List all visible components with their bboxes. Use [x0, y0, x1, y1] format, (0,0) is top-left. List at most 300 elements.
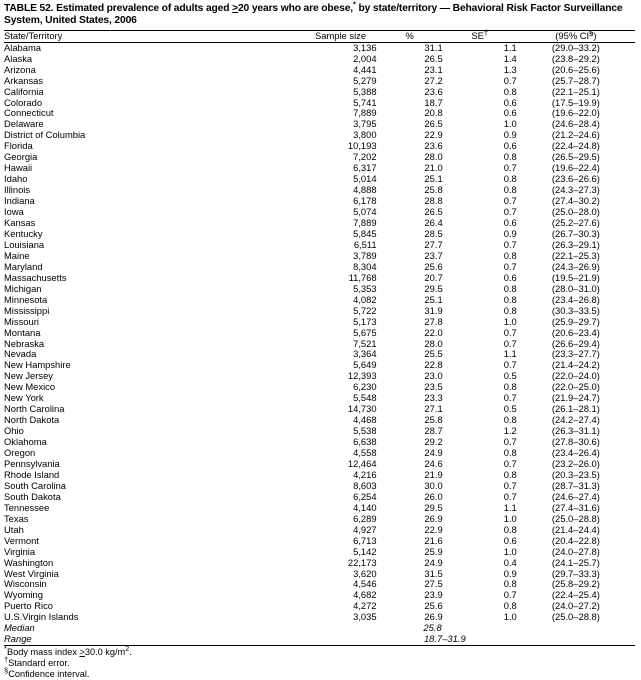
row-percent: 25.8: [424, 414, 443, 426]
table-row: [4, 569, 635, 580]
row-ci: (22.4–24.8): [551, 140, 600, 152]
table-row: [4, 98, 635, 109]
row-se: 0.6: [503, 140, 517, 152]
row-se: 0.8: [503, 173, 517, 185]
row-ci: (20.4–22.8): [551, 534, 600, 546]
row-sample-size: 7,202: [353, 151, 377, 163]
range-value-cell: [377, 633, 466, 645]
row-ci: (25.0–28.0): [551, 206, 600, 218]
row-sample-size: 5,173: [353, 315, 377, 327]
row-ci: (19.5–21.9): [551, 271, 600, 283]
row-percent: 21.6: [424, 534, 443, 546]
row-percent: 25.5: [424, 348, 443, 360]
row-state-name: Connecticut: [4, 107, 54, 119]
row-ci: (24.3–26.9): [551, 260, 600, 272]
footnotes: [4, 646, 635, 680]
row-percent: 26.4: [424, 217, 443, 229]
row-se: 1.0: [503, 118, 517, 130]
row-state-name: Oklahoma: [4, 436, 47, 448]
row-ci: (27.4–31.6): [551, 501, 600, 513]
row-sample-size: 5,845: [353, 227, 377, 239]
row-state-name: Arizona: [4, 63, 36, 75]
table-row: [4, 54, 635, 65]
footnote-marker-dagger: †: [483, 27, 489, 37]
table-row: [4, 240, 635, 251]
table-row: [4, 590, 635, 601]
table-title-middle: 20 years who are obese,: [237, 3, 353, 14]
table-row: [4, 43, 635, 54]
table-row: [4, 87, 635, 98]
row-sample-size: 5,722: [353, 304, 377, 316]
median-value: 25.8: [423, 622, 442, 634]
row-ci: (27.4–30.2): [551, 195, 600, 207]
table-row: [4, 174, 635, 185]
row-sample-size: 3,795: [353, 118, 377, 130]
row-se: 0.6: [503, 271, 517, 283]
row-state-name: Wisconsin: [4, 578, 47, 590]
table-row: [4, 306, 635, 317]
row-sample-size: 6,178: [353, 195, 377, 207]
row-se: 0.6: [503, 217, 517, 229]
prevalence-table-body: [4, 43, 635, 645]
row-percent: 23.3: [424, 392, 443, 404]
row-percent: 28.7: [424, 425, 443, 437]
row-se: 0.9: [503, 567, 517, 579]
table-row: [4, 492, 635, 503]
table-row: [4, 65, 635, 76]
row-ci: (26.5–29.5): [551, 151, 600, 163]
table-row: [4, 295, 635, 306]
row-se: 0.7: [503, 589, 517, 601]
column-header-ci-label: (95% CI: [555, 29, 590, 41]
column-header-state: State/Territory: [4, 29, 63, 41]
table-row: [4, 547, 635, 558]
row-state-name: North Carolina: [4, 403, 65, 415]
footnote-section: [4, 666, 635, 680]
footnote-asterisk-text-before: Body mass index: [6, 647, 80, 658]
table-row: [4, 415, 635, 426]
row-sample-size: 4,272: [353, 600, 377, 612]
row-ci: (17.5–19.9): [551, 96, 600, 108]
row-sample-size: 3,789: [353, 249, 377, 261]
row-state-name: Ohio: [4, 425, 24, 437]
row-se: 0.8: [503, 414, 517, 426]
table-row: [4, 579, 635, 590]
row-se: 1.2: [503, 425, 517, 437]
row-ci: (23.2–26.0): [551, 457, 600, 469]
row-state-name: Iowa: [4, 206, 24, 218]
row-ci: (22.1–25.1): [551, 85, 600, 97]
range-label: Range: [4, 633, 32, 645]
row-percent: 23.5: [424, 381, 443, 393]
row-ci: (30.3–33.5): [551, 304, 600, 316]
table-row: [4, 481, 635, 492]
row-state-name: District of Columbia: [4, 129, 86, 141]
footnote-dagger-marker: †: [4, 655, 9, 665]
row-percent: 29.2: [424, 436, 443, 448]
row-percent: 27.5: [424, 578, 443, 590]
row-sample-size: 5,388: [353, 85, 377, 97]
row-ci: (26.1–28.1): [551, 403, 600, 415]
row-sample-size: 8,304: [353, 260, 377, 272]
row-percent: 25.8: [424, 184, 443, 196]
row-percent: 23.1: [424, 63, 443, 75]
column-header-ci-close: ): [593, 29, 597, 41]
row-sample-size: 12,393: [347, 370, 377, 382]
row-se: 0.8: [503, 151, 517, 163]
table-row: [4, 251, 635, 262]
row-sample-size: 5,649: [353, 359, 377, 371]
row-se: 0.8: [503, 249, 517, 261]
footnote-section-text: Confidence interval.: [8, 669, 90, 680]
row-state-name: Puerto Rico: [4, 600, 53, 612]
row-ci: (28.0–31.0): [551, 282, 600, 294]
table-title-suffix: by state/territory — Behavioral Risk Factor Surveillance System, United States, 2006: [4, 3, 623, 27]
row-state-name: Indiana: [4, 195, 35, 207]
row-ci: (23.6–26.6): [551, 173, 600, 185]
row-sample-size: 11,768: [348, 271, 377, 283]
row-se: 0.9: [503, 227, 517, 239]
row-percent: 29.5: [424, 282, 443, 294]
row-percent: 23.0: [424, 370, 443, 382]
row-percent: 28.5: [424, 227, 443, 239]
footnote-asterisk-text-after: 30.0 kg/m: [84, 647, 126, 658]
row-ci: (25.9–29.7): [551, 315, 600, 327]
table-row: [4, 328, 635, 339]
table-row: [4, 185, 635, 196]
table-row: [4, 360, 635, 371]
table-row: [4, 119, 635, 130]
row-sample-size: 5,548: [353, 392, 377, 404]
row-percent: 26.5: [424, 118, 443, 130]
row-se: 0.9: [503, 129, 517, 141]
row-sample-size: 6,317: [353, 162, 377, 174]
row-percent: 22.0: [424, 326, 443, 338]
row-sample-size: 2,004: [353, 52, 377, 64]
table-row: [4, 601, 635, 612]
row-se: 0.8: [503, 600, 517, 612]
table-row: [4, 130, 635, 141]
median-row: [4, 623, 635, 634]
row-ci: (20.6–25.6): [551, 63, 600, 75]
row-sample-size: 4,140: [353, 501, 377, 513]
row-ci: (29.7–33.3): [551, 567, 600, 579]
row-sample-size: 6,511: [353, 238, 377, 250]
table-row: [4, 371, 635, 382]
row-ci: (24.6–27.4): [551, 490, 600, 502]
column-header-sample-size: Sample size: [314, 29, 367, 41]
row-se: 0.8: [503, 447, 517, 459]
row-ci: (21.4–24.2): [551, 359, 600, 371]
row-ci: (28.7–31.3): [551, 479, 600, 491]
row-sample-size: 6,230: [353, 381, 377, 393]
row-state-name: North Dakota: [4, 414, 60, 426]
row-sample-size: 22,173: [347, 556, 377, 568]
row-percent: 27.8: [424, 315, 443, 327]
row-sample-size: 3,035: [353, 611, 377, 623]
row-state-name: Arkansas: [4, 74, 44, 86]
table-row: [4, 108, 635, 119]
row-state-name: Illinois: [4, 184, 31, 196]
row-sample-size: 5,741: [353, 96, 377, 108]
row-sample-size: 3,136: [353, 41, 377, 53]
row-sample-size: 10,193: [347, 140, 377, 152]
table-row: [4, 448, 635, 459]
row-percent: 30.0: [424, 479, 443, 491]
header-row: [4, 31, 635, 42]
table-row: [4, 152, 635, 163]
row-percent: 28.0: [424, 151, 443, 163]
row-ci: (21.9–24.7): [551, 392, 600, 404]
table-row: [4, 284, 635, 295]
table-row: [4, 437, 635, 448]
row-sample-size: 3,364: [353, 348, 377, 360]
row-percent: 29.5: [424, 501, 443, 513]
range-row: [4, 634, 635, 645]
row-ci: (23.3–27.7): [551, 348, 600, 360]
table-row: [4, 426, 635, 437]
row-state-name: Tennessee: [4, 501, 50, 513]
row-ci: (22.4–25.4): [551, 589, 600, 601]
row-se: 1.0: [503, 512, 517, 524]
row-percent: 25.6: [424, 600, 443, 612]
row-sample-size: 4,082: [353, 293, 377, 305]
row-se: 0.4: [503, 556, 517, 568]
table-row: [4, 558, 635, 569]
row-se: 1.0: [503, 315, 517, 327]
row-percent: 20.8: [424, 107, 443, 119]
row-state-name: Delaware: [4, 118, 44, 130]
row-percent: 28.8: [424, 195, 443, 207]
table-row: [4, 404, 635, 415]
row-ci: (25.7–28.7): [551, 74, 600, 86]
row-ci: (24.0–27.8): [551, 545, 600, 557]
table-row: [4, 76, 635, 87]
row-se: 0.8: [503, 282, 517, 294]
row-sample-size: 3,620: [353, 567, 377, 579]
row-sample-size: 6,289: [353, 512, 377, 524]
table-body: [4, 43, 635, 645]
row-ci: (22.1–25.3): [551, 249, 600, 261]
row-percent: 21.0: [424, 162, 443, 174]
row-state-name: Colorado: [4, 96, 43, 108]
row-sample-size: 5,353: [353, 282, 377, 294]
table-row: [4, 196, 635, 207]
table-row: [4, 470, 635, 481]
range-value: 18.7–31.9: [423, 633, 466, 645]
row-ci: (20.3–23.5): [551, 468, 600, 480]
row-sample-size: 4,682: [353, 589, 377, 601]
row-se: 0.8: [503, 293, 517, 305]
table-title-prefix: TABLE 52. Estimated prevalence of adults aged: [4, 3, 233, 14]
row-percent: 31.9: [424, 304, 443, 316]
row-ci: (21.2–24.6): [551, 129, 600, 141]
row-ci: (20.6–23.4): [551, 326, 600, 338]
row-sample-size: 5,538: [353, 425, 377, 437]
greater-equal-icon-footnote: >: [79, 647, 85, 658]
row-se: 1.3: [503, 63, 517, 75]
row-sample-size: 5,074: [353, 206, 377, 218]
row-percent: 25.1: [424, 293, 443, 305]
row-se: 1.1: [503, 41, 517, 53]
footnote-asterisk-tail: .: [129, 647, 132, 658]
row-percent: 23.9: [424, 589, 443, 601]
row-ci: (27.8–30.6): [551, 436, 600, 448]
row-ci: (26.7–30.3): [551, 227, 600, 239]
row-percent: 23.6: [424, 140, 443, 152]
row-ci: (21.4–24.4): [551, 523, 600, 535]
row-se: 1.1: [503, 501, 517, 513]
row-percent: 24.9: [424, 447, 443, 459]
row-se: 0.5: [503, 370, 517, 382]
row-ci: (22.0–24.0): [551, 370, 600, 382]
row-state-name: Georgia: [4, 151, 38, 163]
footnote-dagger-text: Standard error.: [8, 658, 70, 669]
row-ci: (26.3–29.1): [551, 238, 600, 250]
row-state-name: Maryland: [4, 260, 43, 272]
row-ci: (23.4–26.8): [551, 293, 600, 305]
row-state-name: West Virginia: [4, 567, 59, 579]
row-ci: (19.6–22.0): [551, 107, 600, 119]
row-state-name: Alabama: [4, 41, 42, 53]
table-row: [4, 382, 635, 393]
row-percent: 27.2: [424, 74, 443, 86]
column-header-percent: %: [405, 29, 414, 41]
row-sample-size: 6,638: [353, 436, 377, 448]
median-sample-size: [304, 623, 376, 634]
row-se: 0.8: [503, 85, 517, 97]
row-se: 0.7: [503, 457, 517, 469]
table-row: [4, 317, 635, 328]
prevalence-table: [4, 27, 635, 42]
row-se: 0.6: [503, 96, 517, 108]
row-state-name: South Dakota: [4, 490, 61, 502]
row-se: 0.8: [503, 184, 517, 196]
row-percent: 28.0: [424, 337, 443, 349]
row-sample-size: 12,464: [347, 457, 377, 469]
row-sample-size: 4,546: [353, 578, 377, 590]
row-state-name: Michigan: [4, 282, 42, 294]
range-ci: [517, 634, 635, 645]
row-ci: (22.0–25.0): [551, 381, 600, 393]
row-se: 0.6: [503, 107, 517, 119]
table-row: [4, 229, 635, 240]
table-header: [4, 27, 635, 42]
row-se: 0.7: [503, 238, 517, 250]
row-se: 0.8: [503, 468, 517, 480]
row-state-name: Pennsylvania: [4, 457, 60, 469]
row-state-name: Kansas: [4, 217, 36, 229]
row-sample-size: 7,889: [353, 217, 377, 229]
row-state-name: Wyoming: [4, 589, 43, 601]
row-percent: 27.1: [424, 403, 443, 415]
row-state-name: Oregon: [4, 447, 36, 459]
row-ci: (25.0–28.8): [551, 512, 600, 524]
row-sample-size: 4,888: [353, 184, 377, 196]
row-ci: (19.6–22.4): [551, 162, 600, 174]
range-sample-size: [304, 634, 376, 645]
row-sample-size: 7,889: [353, 107, 377, 119]
row-state-name: New Jersey: [4, 370, 53, 382]
median-ci: [517, 623, 635, 634]
row-state-name: Idaho: [4, 173, 28, 185]
table-row: [4, 163, 635, 174]
row-state-name: Virginia: [4, 545, 36, 557]
row-sample-size: 5,279: [353, 74, 377, 86]
row-ci: (23.8–29.2): [551, 52, 600, 64]
row-percent: 26.9: [424, 611, 443, 623]
table-row: [4, 514, 635, 525]
row-se: 0.7: [503, 436, 517, 448]
row-ci: (25.0–28.8): [551, 611, 600, 623]
row-se: 0.7: [503, 195, 517, 207]
footnote-marker-asterisk: *: [353, 0, 356, 9]
row-se: 1.4: [503, 52, 517, 64]
footnote-asterisk: [4, 644, 635, 658]
row-ci: (24.3–27.3): [551, 184, 600, 196]
row-percent: 26.0: [424, 490, 443, 502]
row-ci: (26.6–29.4): [551, 337, 600, 349]
row-se: 0.8: [503, 304, 517, 316]
row-ci: (24.0–27.2): [551, 600, 600, 612]
row-percent: 25.6: [424, 260, 443, 272]
table-row: [4, 349, 635, 360]
table-row: [4, 503, 635, 514]
row-percent: 22.9: [424, 129, 443, 141]
row-ci: (24.1–25.7): [551, 556, 600, 568]
row-percent: 25.9: [424, 545, 443, 557]
row-state-name: New York: [4, 392, 44, 404]
table-row: [4, 525, 635, 536]
row-se: 1.0: [503, 545, 517, 557]
row-state-name: U.S.Virgin Islands: [4, 611, 79, 623]
row-ci: (26.3–31.1): [551, 425, 600, 437]
row-sample-size: 14,730: [347, 403, 377, 415]
median-label: Median: [4, 622, 35, 634]
row-percent: 24.9: [424, 556, 443, 568]
row-sample-size: 8,603: [353, 479, 377, 491]
row-state-name: Kentucky: [4, 227, 43, 239]
column-header-se-label: SE: [471, 29, 484, 41]
row-se: 0.8: [503, 381, 517, 393]
row-se: 0.7: [503, 162, 517, 174]
row-state-name: Hawaii: [4, 162, 33, 174]
row-state-name: Nevada: [4, 348, 37, 360]
row-ci: (25.8–29.2): [551, 578, 600, 590]
row-state-name: Rhode Island: [4, 468, 60, 480]
row-se: 0.7: [503, 260, 517, 272]
row-state-name: Utah: [4, 523, 24, 535]
row-state-name: Montana: [4, 326, 41, 338]
row-state-name: Mississippi: [4, 304, 50, 316]
table-row: [4, 339, 635, 350]
row-percent: 26.9: [424, 512, 443, 524]
row-percent: 23.7: [424, 249, 443, 261]
row-sample-size: 5,675: [353, 326, 377, 338]
table-row: [4, 218, 635, 229]
row-state-name: New Hampshire: [4, 359, 71, 371]
row-se: 0.7: [503, 206, 517, 218]
table-row: [4, 536, 635, 547]
row-se: 0.6: [503, 534, 517, 546]
table-row: [4, 459, 635, 470]
footnote-marker-section: §: [589, 27, 594, 37]
row-percent: 23.6: [424, 85, 443, 97]
table-row: [4, 141, 635, 152]
row-se: 1.0: [503, 611, 517, 623]
row-se: 0.8: [503, 523, 517, 535]
row-state-name: Massachusetts: [4, 271, 67, 283]
